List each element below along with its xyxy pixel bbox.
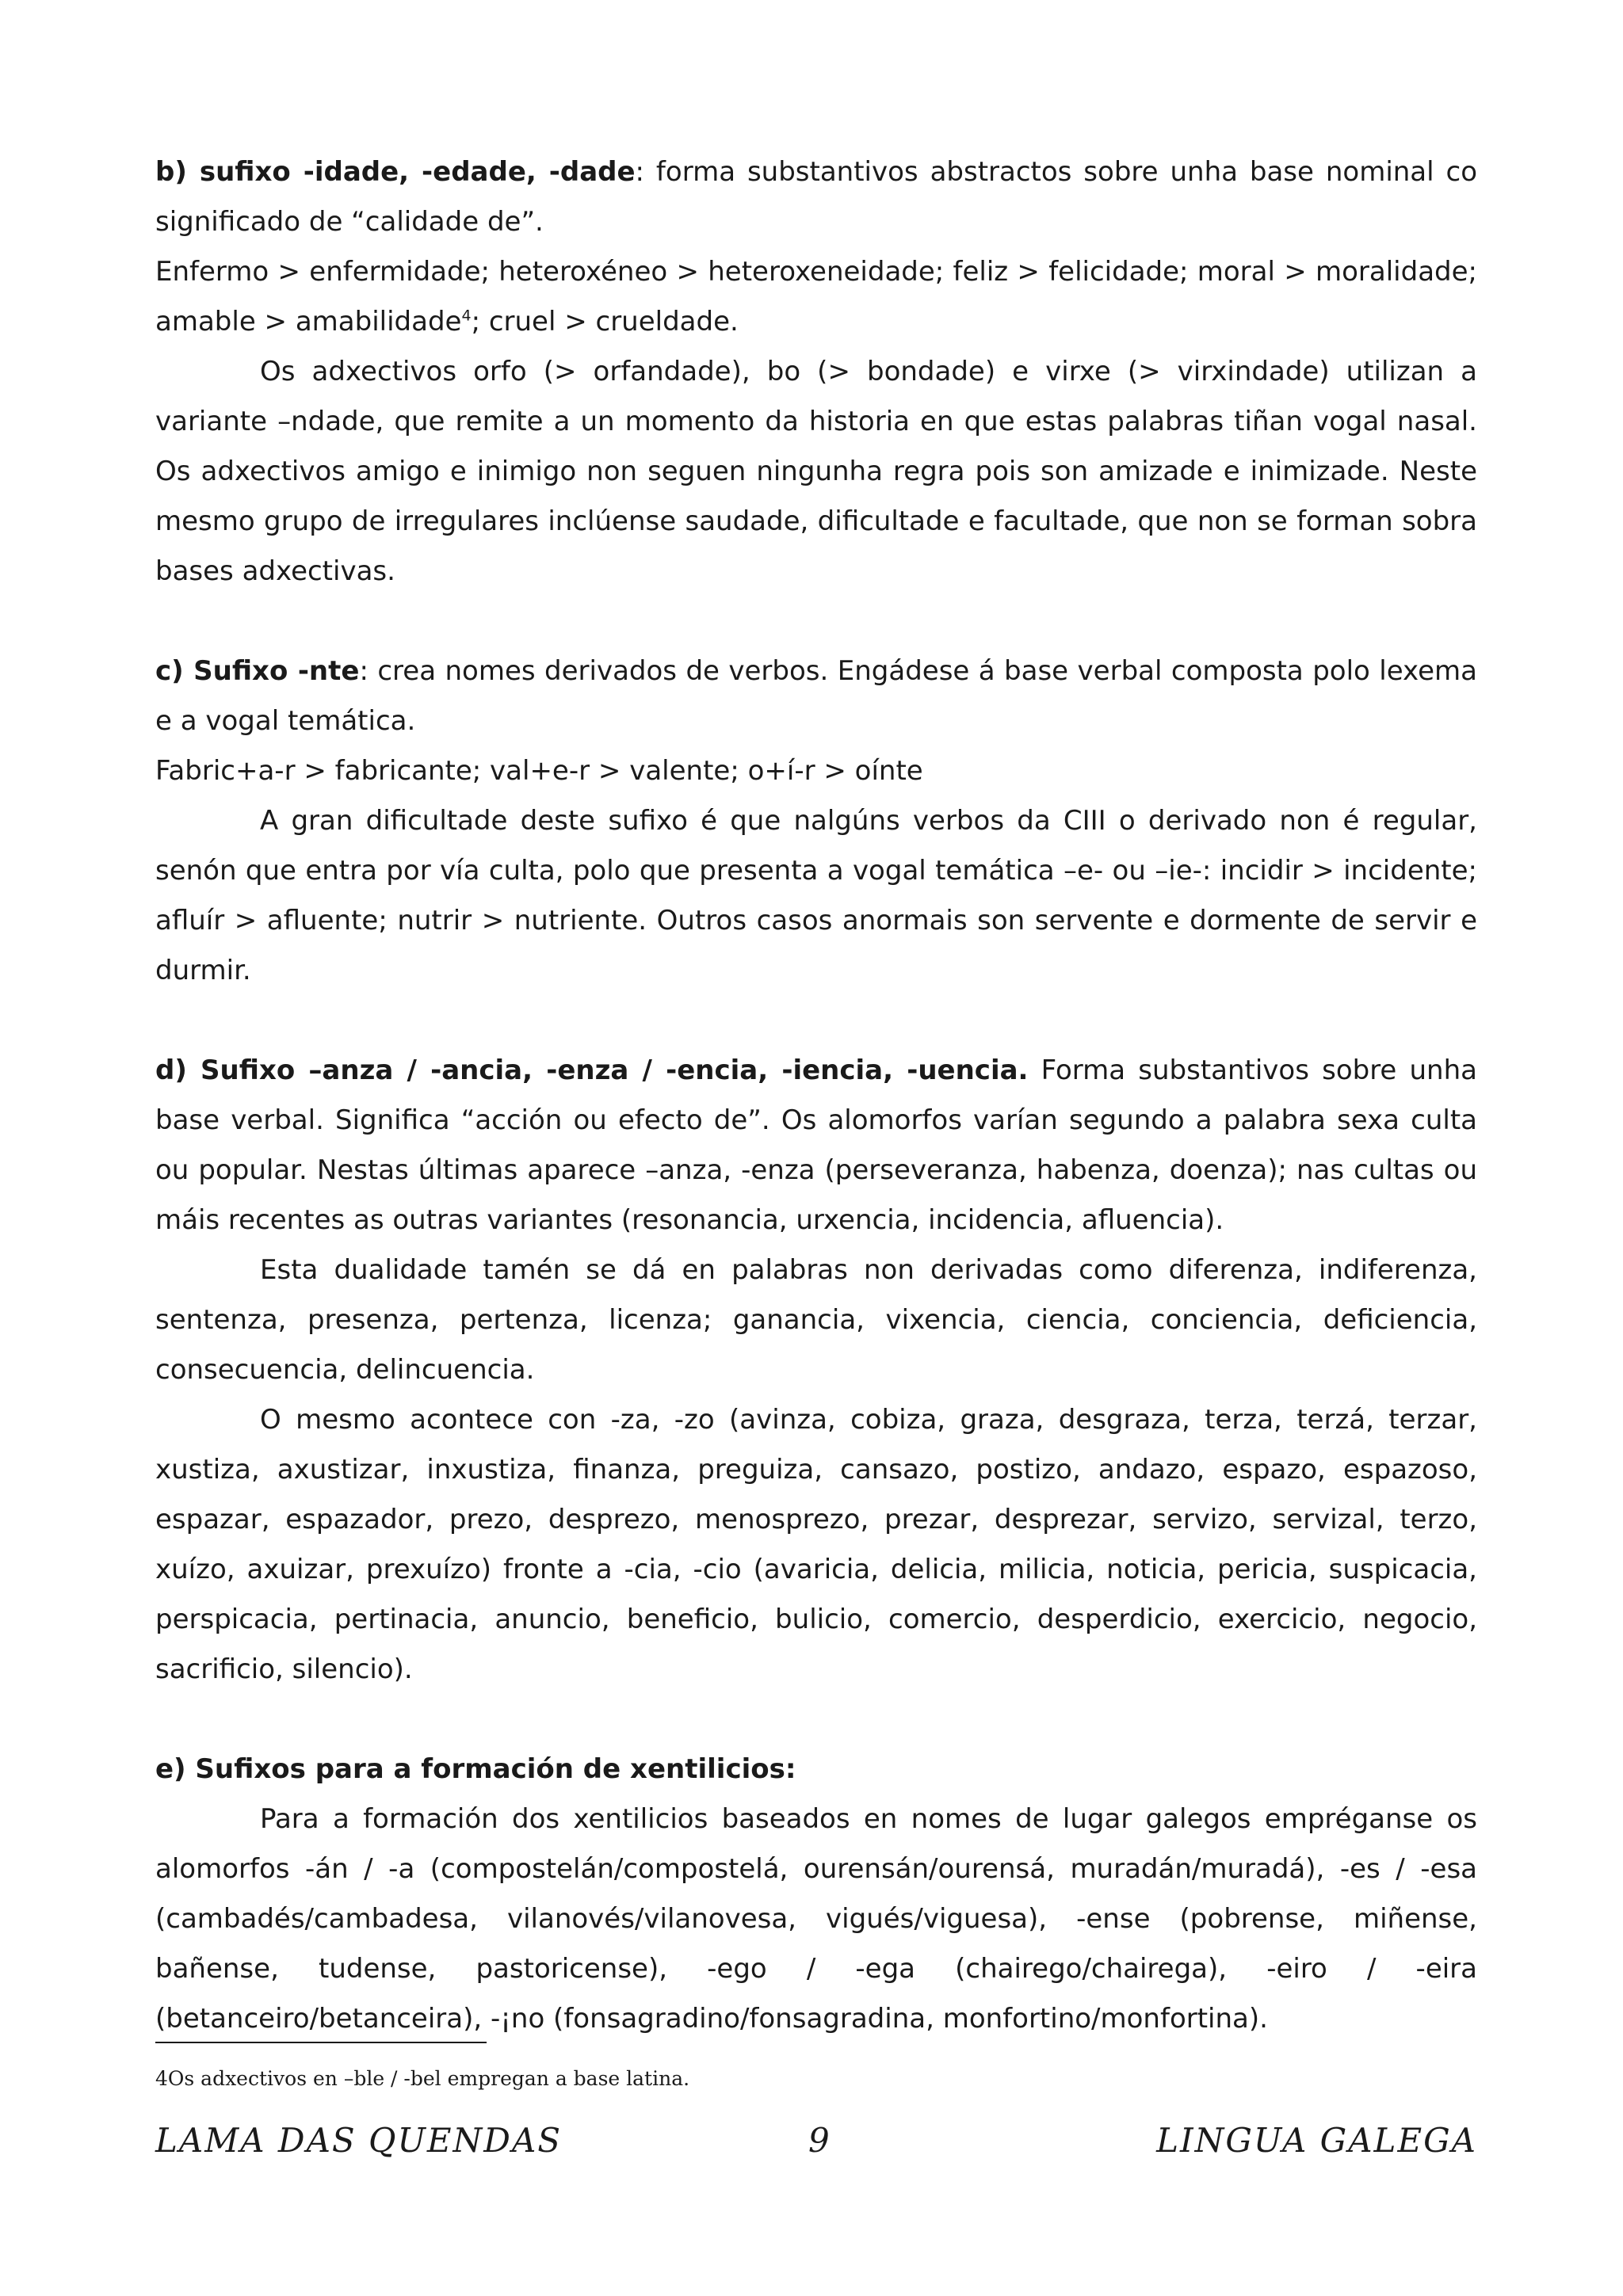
spacer bbox=[155, 1695, 1477, 1745]
footnote-reference[interactable]: 4 bbox=[461, 307, 472, 325]
spacer bbox=[155, 996, 1477, 1046]
section-d-intro bbox=[155, 1046, 1477, 1245]
section-b-intro bbox=[155, 147, 1477, 247]
page-body bbox=[155, 147, 1477, 2044]
section-c-examples: Fabric+a-r > fabricante; val+e-r > valente; o+í-r > oínte bbox=[155, 755, 923, 787]
section-c-heading: c) Sufixo -nte bbox=[155, 655, 360, 687]
spacer bbox=[155, 597, 1477, 646]
footnote: 4Os adxectivos en –ble / -bel empregan a base latina. bbox=[155, 2067, 690, 2090]
section-b-examples-text: Enfermo > enfermidade; heteroxéneo > heteroxeneidade; feliz > felicidade; moral > moralidade; amable > amabilidade bbox=[155, 256, 1477, 338]
section-b-heading: b) sufixo -idade, -edade, -dade bbox=[155, 156, 636, 188]
footer-subject: LINGUA GALEGA bbox=[1156, 2121, 1477, 2160]
section-d-heading: d) Sufixo –anza / -ancia, -enza / -encia, -iencia, -uencia. bbox=[155, 1055, 1029, 1086]
section-d-definition: Forma substantivos sobre unha base verbal. Significa “acción ou efecto de”. Os alomorfos varían segundo a palabra sexa culta ou popular. Nestas últimas aparece –anza, -enza (perseveranza, habenza, doenza); nas cultas ou máis recentes as outras variantes (resonancia, urxencia, incidencia, afluencia). bbox=[155, 1055, 1477, 1236]
section-b-examples-end: ; cruel > crueldade. bbox=[471, 306, 739, 338]
page-footer bbox=[155, 2117, 1477, 2164]
section-d-paragraph-1: Esta dualidade tamén se dá en palabras non derivadas como diferenza, indiferenza, sentenza, presenza, pertenza, licenza; ganancia, vixencia, ciencia, conciencia, deficiencia, consecuencia, delincuencia. bbox=[155, 1254, 1477, 1386]
footnote-divider bbox=[155, 2042, 487, 2043]
footer-publication: LAMA DAS QUENDAS bbox=[155, 2121, 563, 2160]
section-c-definition: : crea nomes derivados de verbos. Engádese á base verbal composta polo lexema e a vogal temática. bbox=[155, 655, 1477, 737]
section-e-heading: e) Sufixos para a formación de xentilicios: bbox=[155, 1753, 796, 1785]
section-b-paragraph: Os adxectivos orfo (> orfandade), bo (> bondade) e virxe (> virxindade) utilizan a variante –ndade, que remite a un momento da historia en que estas palabras tiñan vogal nasal. Os adxectivos amigo e inimigo non seguen ningunha regra pois son amizade e inimizade. Neste mesmo grupo de irregulares inclúense saudade, dificultade e facultade, que non se forman sobra bases adxectivas. bbox=[155, 356, 1477, 587]
section-b-examples bbox=[155, 247, 1477, 347]
section-c-intro bbox=[155, 646, 1477, 746]
section-b-definition: : forma substantivos abstractos sobre unha base nominal co significado de “calidade de”. bbox=[155, 156, 1478, 238]
section-e-paragraph: Para a formación dos xentilicios baseados en nomes de lugar galegos empréganse os alomorfos -án / -a (compostelán/compostelá, ourensán/ourensá, muradán/muradá), -es / -esa (cambadés/cambadesa, vilanovés/vilanovesa, vigués/viguesa), -ense (pobrense, miñense, bañense, tudense, pastoricense), -ego / -ega (chairego/chairega), -eiro / -eira (betanceiro/betanceira), -¡no (fonsagradino/fonsagradina, monfortino/monfortina). bbox=[155, 1803, 1477, 2035]
section-d-paragraph-2: O mesmo acontece con -za, -zo (avinza, cobiza, graza, desgraza, terza, terzá, terzar, xustiza, axustizar, inxustiza, finanza, preguiza, cansazo, postizo, andazo, espazo, espazoso, espazar, espazador, prezo, desprezo, menosprezo, prezar, desprezar, servizo, servizal, terzo, xuízo, axuizar, prexuízo) fronte a -cia, -cio (avaricia, delicia, milicia, noticia, pericia, suspicacia, perspicacia, pertinacia, anuncio, beneficio, bulicio, comercio, desperdicio, exercicio, negocio, sacrificio, silencio). bbox=[155, 1404, 1477, 1685]
page-number: 9 bbox=[808, 2121, 831, 2160]
section-c-paragraph: A gran dificultade deste sufixo é que nalgúns verbos da CIII o derivado non é regular, senón que entra por vía culta, polo que presenta a vogal temática –e- ou –ie-: incidir > incidente; afluír > afluente; nutrir > nutriente. Outros casos anormais son servente e dormente de servir e durmir. bbox=[155, 805, 1477, 986]
